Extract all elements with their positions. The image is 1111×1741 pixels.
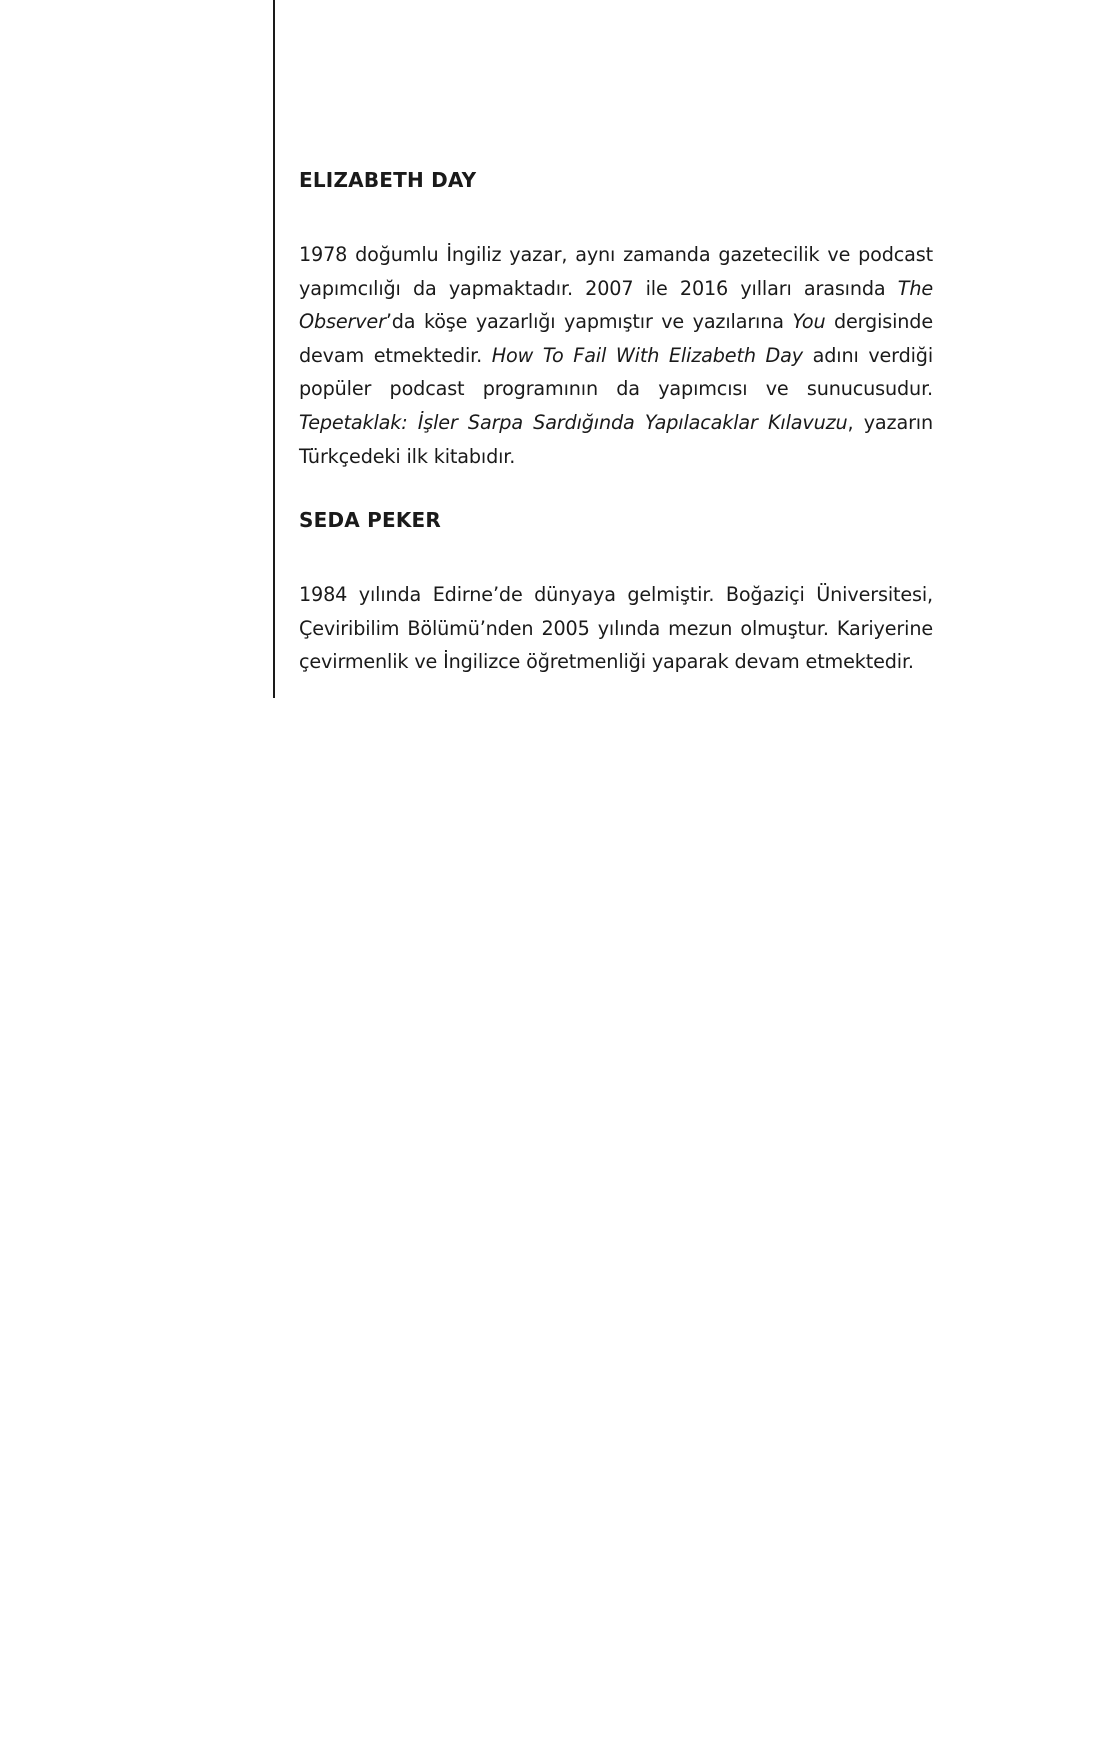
- magazine-title: You: [792, 310, 826, 334]
- author-bio-part: ’da köşe yazarlığı yapmıştır ve yazılarına: [385, 310, 793, 334]
- author-bio: [299, 238, 933, 473]
- translator-bio-section: [299, 506, 933, 679]
- translator-name: SEDA PEKER: [299, 508, 441, 532]
- book-title: Tepetaklak: İşler Sarpa Sardığında Yapılacaklar Kılavuzu: [299, 410, 848, 434]
- translator-bio: 1984 yılında Edirne’de dünyaya gelmiştir. Boğaziçi Üniversitesi, Çeviribilim Bölümü’nden 2005 yılında mezun olmuştur. Kariyerine çevirmenlik ve İngilizce öğretmenliği yaparak devam etmektedir.: [299, 583, 933, 674]
- podcast-title: How To Fail With Elizabeth Day: [491, 343, 803, 367]
- author-name: ELIZABETH DAY: [299, 168, 477, 192]
- author-bio-part: 1978 doğumlu İngiliz yazar, aynı zamanda gazetecilik ve podcast yapımcılığı da yapmaktadır. 2007 ile 2016 yılları arasında: [299, 243, 933, 300]
- margin-rule: [273, 0, 275, 698]
- author-bio-part: , yazarın Türkçedeki ilk kitabıdır.: [299, 410, 933, 468]
- author-bio-part: adını verdiği popüler podcast programının da yapımcısı ve sunucusudur.: [299, 343, 933, 401]
- author-bio-part: dergisinde devam etmektedir.: [299, 310, 933, 367]
- publication-title: The Observer: [299, 276, 933, 334]
- author-bio-section: [299, 166, 933, 473]
